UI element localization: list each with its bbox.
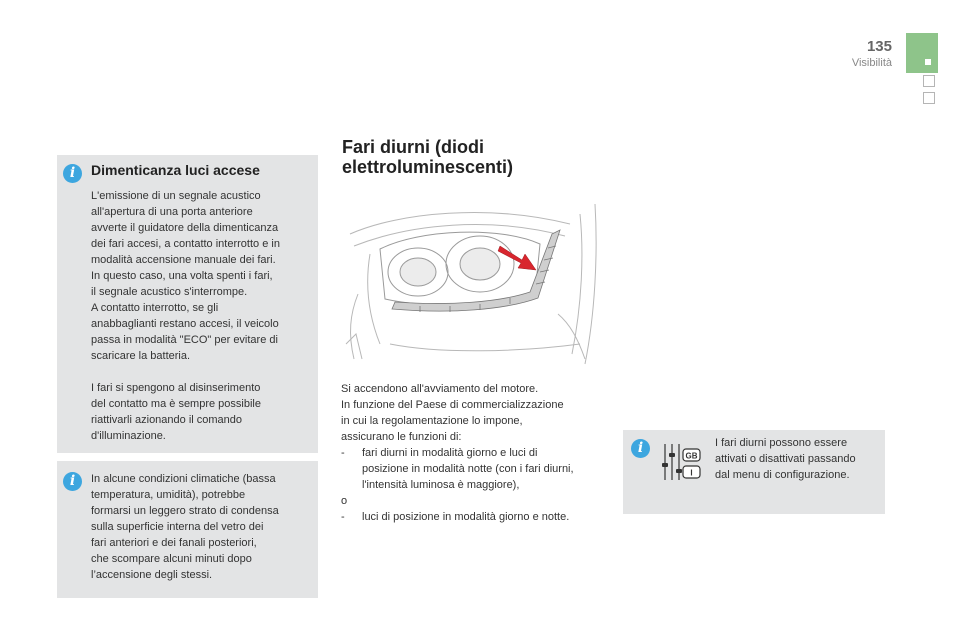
- svg-text:GB: GB: [685, 451, 698, 461]
- info-icon: i: [63, 472, 82, 491]
- svg-text:I: I: [690, 468, 693, 478]
- arrow-icon: [498, 246, 536, 270]
- info-box-paragraph: I fari si spengono al disinserimento del contatto ma è sempre possibile riattivarli azionando il comando d'illuminazione.: [91, 382, 261, 442]
- main-body-text: Si accendono all'avviamento del motore. In funzione del Paese di commercializzazione in cui la regolamentazione lo impone, assicurano le funzioni di: - fari diurni in modalità giorno e luci di posizione in modalità notte (con i fari diurni, l'intensità luminosa è maggiore), o - luci di posizione in modalità giorno e notte.: [341, 383, 574, 523]
- headlight-lenses: [380, 232, 540, 305]
- info-box-title: Dimenticanza luci accese: [91, 162, 260, 178]
- info-box-condensation: [57, 461, 318, 598]
- info-box-paragraph: In alcune condizioni climatiche (bassa temperatura, umidità), potrebbe formarsi un leggero strato di condensa sulla superficie interna del vetro dei fari anteriori e dei fanali posteriori, che scompare alcuni minuti dopo l’accensione degli stessi.: [91, 473, 279, 581]
- info-box-paragraph: I fari diurni possono essere attivati o disattivati passando dal menu di configurazione.: [715, 437, 856, 481]
- main-heading: Fari diurni (diodi elettroluminescenti): [342, 137, 514, 177]
- configuration-menu-icon: [661, 441, 703, 483]
- tab-box-empty: [923, 92, 935, 104]
- page-number: 135: [866, 38, 892, 55]
- list-item: - fari diurni in modalità giorno e luci di posizione in modalità notte (con i fari diurni, l'intensità luminosa è maggiore),: [341, 447, 574, 491]
- section-tab: [906, 33, 938, 73]
- list-item: - luci di posizione in modalità giorno e notte.: [341, 511, 570, 523]
- tab-box-empty: [923, 75, 935, 87]
- headlight-illustration: [340, 194, 602, 367]
- section-title: Visibilità: [851, 57, 892, 69]
- info-icon: i: [631, 439, 650, 458]
- info-box-paragraph: L'emissione di un segnale acustico all'apertura di una porta anteriore avverte il guidatore della dimenticanza dei fari accesi, a contatto interrotto e in modalità accensione manuale dei fari. In questo caso, una volta spenti i fari, il segnale acustico s'interrompe. A contatto interrotto, se gli anabbaglianti restano accesi, il veicolo passa in modalità "ECO" per evitare di scaricare la batteria.: [91, 190, 280, 362]
- info-box-lights-reminder: [57, 155, 318, 453]
- info-icon: i: [63, 164, 82, 183]
- tab-marker: [925, 59, 931, 65]
